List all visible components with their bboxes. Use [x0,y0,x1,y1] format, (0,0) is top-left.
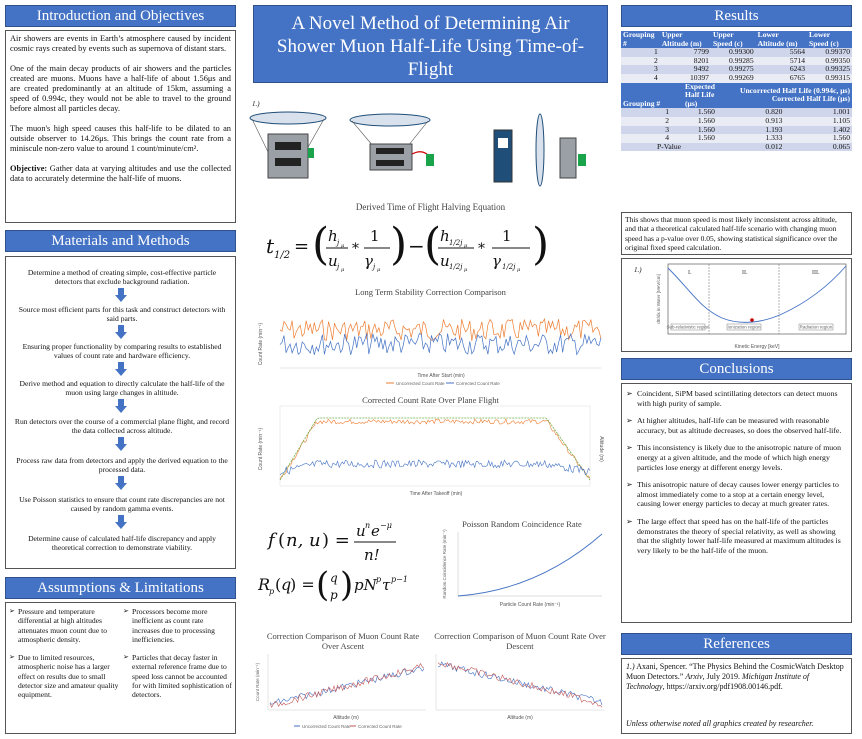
intro-heading: Introduction and Objectives [5,5,236,27]
svg-text:): ) [390,219,408,270]
conclusions-heading: Conclusions [621,358,852,380]
table-cell: 0.99300 [728,47,754,57]
ascent-series-uncorrected [270,667,424,704]
table-cell: 0.99350 [825,55,850,65]
svg-text:p−1: p−1 [391,575,408,584]
table-cell: 1.001 [832,107,850,117]
svg-text:(: ( [424,219,442,270]
table-cell: 1 [665,107,669,117]
table-cell: 2 [654,55,658,65]
svg-text:h: h [440,227,450,245]
table-cell: 4 [654,72,658,82]
parachute-detector-3 [494,114,586,186]
ascent-legend-raw: Uncorrected Count Rate [302,724,351,729]
svg-text:u: u [440,252,450,270]
col-header [717,83,852,109]
methods-box [5,256,236,569]
assumption-right-1: ➢ Processors become more inefficient as count rate increases due to processing inefficiencies. [123,607,233,644]
table-cell: 0.99285 [728,55,754,65]
chart2-series-count [280,418,590,480]
table-cell: 1.402 [832,124,850,134]
assumption-left-1: ➢ Pressure and temperature differential at high altitudes attenuates muon count due to atmospheric density. [9,607,121,644]
poisson-xlabel: Particle Count Rate (min⁻¹) [499,602,561,608]
assumption-right-2: ➢ Particles that decay faster in external reference frame due to speed loss cannot be accounted for with limited sophistication of detectors. [123,653,233,699]
svg-text:−: − [408,234,425,258]
region-1-name: Sub-relativistic region [666,324,710,330]
chart2-flight [256,404,606,502]
chart2-ylabel: Count Rate (min⁻¹) [258,427,264,471]
parachute-detector-2 [350,114,434,170]
down-arrow-icon [115,437,127,451]
intro-objective [10,164,231,184]
svg-text:γ: γ [492,252,501,270]
table-cell: 0.99269 [728,72,754,82]
conclusion-5: ➢ The large effect that speed has on the half-life of the particles demonstrates the theory of special relativity, as well as showing that the slightly lower half-life measured at maximum altitudes is very likely to be the half-life of the muon. [626,517,847,555]
svg-text:*: * [352,241,359,257]
svg-text:(: ( [312,219,330,270]
table-cell: 5564 [789,47,806,57]
down-arrow-icon [115,399,127,413]
energy-ref: 1.) [634,266,642,274]
svg-text:): ) [532,219,550,270]
poisson-ylabel: Random Coincidence Rate (min⁻¹) [442,529,447,599]
table-cell: 1.560 [697,124,715,134]
svg-text:e: e [371,522,380,540]
poster-title: A Novel Method of Determining Air Shower Muon Half-Life Using Time-of-Flight [253,5,608,83]
reference-1 [626,662,847,692]
descent-title: Correction Comparison of Muon Count Rate Over Descent [434,631,606,651]
conclusion-1: ➢ Coincident, SiPM based scintillating detectors can detect muons with high purity of sample. [626,389,847,408]
svg-text:) =: ) = [290,575,315,594]
svg-text:1/2j: 1/2j [449,263,463,271]
svg-text:μ: μ [341,267,345,273]
table-cell: 0.820 [765,107,783,117]
descent-series-corrected [438,663,602,708]
down-arrow-icon [115,476,127,490]
chart1-series-uncorrected [280,319,601,341]
objective-label: Objective: [10,164,48,173]
chart2-series-corrected [280,460,590,475]
svg-text:1/2: 1/2 [274,250,291,261]
results-table-1 [621,31,852,151]
methods-heading: Materials and Methods [5,230,236,252]
svg-text:h: h [328,227,338,245]
method-step-4: Derive method and equation to directly calculate the half-life of the muon using large changes in altitude. [19,379,225,398]
table-cell: 7799 [693,47,709,57]
table-cell: 6765 [789,72,806,82]
table-cell: 1.560 [697,107,715,117]
table-cell: 1.560 [832,133,850,143]
svg-text:μ: μ [341,243,345,249]
equation-title: Derived Time of Flight Halving Equation [355,202,506,212]
col-header-corrected: Corrected Half Life (μs) [771,94,850,104]
down-arrow-icon [115,515,127,529]
svg-text:(: ( [278,530,286,551]
references-box [621,658,852,734]
svg-text:pN: pN [354,576,377,594]
col-header: Lower Speed (c) [809,30,839,48]
reference-institution: Michigan Institute of Technology [626,672,810,691]
svg-text:j: j [337,239,340,247]
method-step-7: Use Poisson statistics to ensure that count rate discrepancies are not caused by random gamma events. [19,495,225,514]
svg-text:q: q [330,571,338,585]
svg-text:) =: ) = [322,530,350,551]
table-cell: 0.99275 [728,64,754,74]
table-cell: 5714 [789,55,806,65]
energy-loss-chart [652,262,852,352]
table-cell: 3 [654,64,658,74]
half-life-equation [262,215,602,275]
table-cell: 10397 [689,72,709,82]
table-cell: 1.560 [697,133,715,143]
col-header: Grouping # [623,30,655,48]
method-step-3: Ensuring proper functionality by comparing results to established values of count rate and hardware efficiency. [22,342,222,361]
table-cell: 1.560 [697,115,715,125]
assumptions-box [5,602,236,734]
ascent-ylabel: Count Rate (min⁻¹) [255,662,260,702]
svg-text:n, u: n, u [286,530,321,551]
poisson-curve [458,534,602,596]
conclusion-3: ➢ This inconsistency is likely due to the anisotropic nature of muon energy at a given altitude, and the mode of which high energy particles lose energy at different energy levels. [626,443,847,472]
graphics-note: Unless otherwise noted all graphics created by researcher. [626,719,814,728]
method-step-2: Source most efficient parts for this task and construct detectors with said parts. [18,305,226,324]
svg-text:p: p [269,587,275,596]
table-cell: 0.913 [765,115,783,125]
svg-text:μ: μ [517,267,521,273]
reference-num: 1.) [626,662,635,671]
references-heading: References [621,633,852,655]
intro-p1: Air showers are events in Earth’s atmosphere caused by incident cosmic rays created by events such as supernova of distant stars. [10,34,231,53]
svg-text:μ: μ [377,267,381,273]
col-header: Upper Speed (c) [712,30,743,48]
region-2-label: II. [742,270,748,276]
table-cell: 1.193 [765,124,783,134]
method-step-5: Run detectors over the course of a commercial plane flight, and record the data collected across altitude. [14,417,230,436]
detector-illustration [248,110,610,192]
region-3-name: Radiation region [799,324,833,330]
col-header: Expected Half Life (μs) [685,81,715,108]
method-step-8: Determine cause of calculated half-life discrepancy and apply theoretical correction to demonstrate viability. [28,534,216,553]
ascent-title: Correction Comparison of Muon Count Rate Over Ascent [266,631,420,651]
table-cell: 9492 [693,64,709,74]
figure-ref: 1.) [252,100,260,108]
pvalue-label: P-Value [656,141,681,151]
table-cell: 2 [665,115,669,125]
intro-p3: The muon's high speed causes this half-life to be dilated to an outside observer to 14.26μs. This brings the count rate from a miniscule non-zero value to around 1 count/minute/cm². [10,124,231,153]
minimum-marker [750,318,754,322]
assumption-left-2: ➢ Due to limited resources, atmospheric noise has a larger effect on results due to small detector size and amateur quality equipment. [9,653,121,699]
descent-xlabel: Altitude (m) [507,715,533,721]
reference-date: , July 2019. [702,672,742,681]
region-1-label: I. [688,270,692,276]
region-2-name: Ionization region [727,324,761,330]
conclusions-box [621,383,852,623]
table-cell: 3 [665,124,669,134]
table-cell: 8201 [693,55,709,65]
pvalue-corrected: 0.065 [832,141,850,151]
chart2-ylabel2: Altitude (m) [598,436,604,462]
reference-url[interactable]: , https://arxiv.org/pdf1908.00146.pdf. [662,682,783,691]
svg-text:μ: μ [464,267,468,273]
results-note-text: This shows that muon speed is most likely inconsistent across altitude, and that a theoretical calculated half-life scenario with changing muon speed has a p-value over 0.05, showing statistical significance over the original fixed speed calculation. [625,215,838,253]
table-cell: 0.99370 [825,47,850,57]
method-step-1: Determine a method of creating simple, cost-effective particle detectors that exclude background radiation. [27,268,217,287]
svg-text:−μ: −μ [380,521,392,530]
energy-xlabel: Kinetic Energy [keV] [734,344,780,350]
svg-text:n!: n! [364,546,380,564]
table-cell: 1.105 [832,115,850,125]
reference-journal: Arxiv [685,672,703,681]
col-header: Lower Altitude (m) [757,30,798,48]
conclusion-4: ➢ This anisotropic nature of decay causes lower energy particles to almost immediately come to a stop at a certain energy level, causing lower energy particles to decay at much greater rates. [626,480,847,509]
svg-text:f: f [268,530,275,551]
svg-text:q: q [281,575,292,594]
intro-box [5,30,236,223]
table-cell: 6243 [789,64,806,74]
svg-text:*: * [478,241,485,257]
down-arrow-icon [115,288,127,302]
svg-text:γ: γ [364,252,373,270]
svg-text:τ: τ [382,576,391,594]
svg-text:(: ( [316,565,330,605]
results-note [621,212,852,255]
svg-text:1: 1 [370,227,380,245]
pvalue-uncorrected: 0.012 [765,141,783,151]
ascent-series-corrected [270,664,424,708]
table-cell: 4 [665,133,669,143]
svg-text:R: R [258,575,271,594]
col-header-uncorrected: Uncorrected Half Life (0.994c, μs) [739,85,850,95]
chart1-series-corrected [280,334,601,355]
ascent-legend-corr: Corrected Count Rate [358,724,402,729]
conclusion-2: ➢ At higher altitudes, half-life can be measured with reasonable accuracy, but as altitude decreases, so does the observed half-life. [626,416,847,435]
chart1-stability [256,296,606,386]
table-cell: 1 [654,47,658,57]
assumptions-heading: Assumptions & Limitations [5,577,236,599]
svg-text:u: u [356,522,366,540]
svg-text:j: j [373,263,376,271]
chart2-title: Corrected Count Rate Over Plane Flight [362,395,499,405]
chart1-ylabel: Count Rate (min⁻¹) [258,322,264,366]
objective-text: Gather data at varying altitudes and use the collected data to accurately determine the half-life of muons. [10,164,231,183]
svg-text:): ) [340,565,354,605]
svg-text:=: = [294,236,310,257]
col-header: Grouping # [623,98,661,108]
svg-text:1: 1 [502,227,512,245]
svg-text:p: p [376,575,382,584]
poisson-chart [438,528,606,612]
svg-text:t: t [266,234,275,258]
svg-text:u: u [328,252,338,270]
chart1-title: Long Term Stability Correction Comparison [355,287,506,297]
svg-text:p: p [330,588,338,602]
svg-text:μ: μ [464,243,468,249]
down-arrow-icon [115,325,127,339]
chart1-legend-corr: Corrected Count Rate [456,381,500,386]
intro-p2: One of the main decay products of air showers and the particles created are muons. Muons have a half-life of about 1.56μs and are created predominantly at an altitude of 15km, assuming a speed of 0.994c, they would not be able to travel to the ground before almost all particles decay. [10,64,231,113]
table-cell: 0.99325 [825,64,850,74]
descent-chart [432,652,608,734]
energy-ylabel: dE/dx in Water [MeV/cm] [656,274,661,324]
chart1-xlabel: Time After Start (min) [417,373,465,379]
svg-text:1/2j: 1/2j [449,239,463,247]
poisson-equations [258,512,438,612]
parachute-detector-1 [250,112,326,178]
down-arrow-icon [115,362,127,376]
region-3-label: III. [812,270,820,276]
svg-text:(: ( [275,575,282,594]
col-header: Upper Altitude (m) [661,30,702,48]
chart1-legend-raw: Uncorrected Count Rate [396,381,445,386]
ascent-xlabel: Altitude (m) [333,715,359,721]
chart2-xlabel: Time After Takeoff (min) [409,491,463,497]
chart2-series-altitude [280,419,590,479]
reference-author: Axani, Spencer. “The Physics Behind the CosmicWatch Desktop Muon Detectors.” [626,662,844,681]
table-cell: 0.99315 [825,72,850,82]
svg-text:n: n [365,521,371,530]
poisson-title: Poisson Random Coincidence Rate [462,519,582,529]
svg-text:j: j [337,263,340,271]
results-heading: Results [621,5,852,27]
ascent-chart [254,652,429,734]
svg-text:1/2j: 1/2j [502,263,516,271]
method-step-6: Process raw data from detectors and apply the derived equation to the processed data. [16,456,228,475]
table-cell: 1.333 [765,133,783,143]
